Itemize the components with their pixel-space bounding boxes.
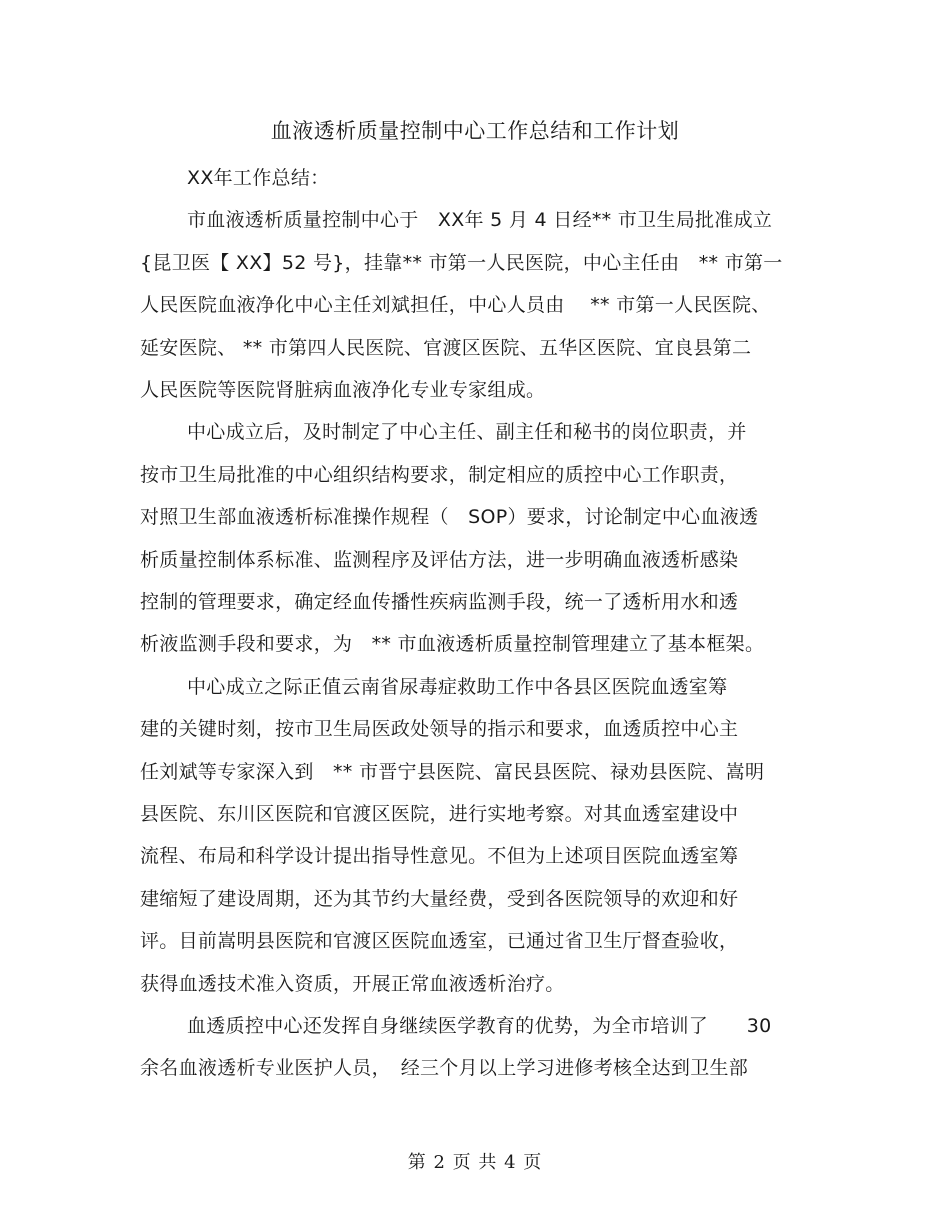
document-title: 血液透析质量控制中心工作总结和工作计划 (270, 119, 680, 143)
text-line: 延安医院、 ** 市第四人民医院、官渡区医院、五华区医院、宜良县第二 (140, 336, 752, 359)
text-line: 控制的管理要求，确定经血传播性疾病监测手段，统一了透析用水和透 (140, 591, 739, 613)
text-line: 析质量控制体系标准、监测程序及评估方法，进一步明确血液透析感染 (140, 548, 739, 571)
text-line: 评。目前嵩明县医院和官渡区医院血透室，已通过省卫生厅督查验收， (140, 930, 739, 953)
text-line: 中心成立后，及时制定了中心主任、副主任和秘书的岗位职责，并 (187, 421, 747, 444)
text-line: 对照卫生部血液透析标准操作规程（ SOP）要求，讨论制定中心血液透 (140, 506, 759, 529)
text-line: 流程、布局和科学设计提出指导性意见。不但为上述项目医院血透室筹 (140, 845, 739, 868)
text-line: 人民医院血液净化中心主任刘斌担任，中心人员由 ** 市第一人民医院、 (140, 294, 771, 317)
text-line: 按市卫生局批准的中心组织结构要求，制定相应的质控中心工作职责， (140, 463, 739, 486)
text-line: 获得血透技术准入资质，开展正常血液透析治疗。 (140, 972, 565, 995)
text-line: 析液监测手段和要求，为 ** 市血液透析质量控制管理建立了基本框架。 (140, 633, 765, 656)
text-line: 市血液透析质量控制中心于 XX年 5 月 4 日经** 市卫生局批准成立 (187, 209, 773, 232)
text-line: 余名血液透析专业医护人员， 经三个月以上学习进修考核全达到卫生部 (140, 1057, 749, 1080)
text-line: 建缩短了建设周期，还为其节约大量经费，受到各医院领导的欢迎和好 (140, 887, 739, 910)
text-line: 建的关键时刻，按市卫生局医政处领导的指示和要求，血透质控中心主 (140, 718, 739, 741)
text-line: 县医院、东川区医院和官渡区医院，进行实地考察。对其血透室建设中 (140, 803, 739, 825)
text-line: 血透质控中心还发挥自身继续医学教育的优势，为全市培训了 30 (187, 1015, 772, 1037)
text-line: 中心成立之际正值云南省尿毒症救助工作中各县区医院血透室筹 (187, 675, 728, 698)
text-line: 任刘斌等专家深入到 ** 市晋宁县医院、富民县医院、禄劝县医院、嵩明 (140, 760, 765, 783)
page-footer: 第 2 页 共 4 页 (407, 1152, 543, 1173)
text-line: 人民医院等医院肾脏病血液净化专业专家组成。 (140, 379, 546, 401)
text-line: {昆卫医【 XX】52 号}，挂靠** 市第一人民医院，中心主任由 ** 市第一 (140, 251, 783, 274)
text-line: XX年工作总结： (187, 167, 330, 189)
